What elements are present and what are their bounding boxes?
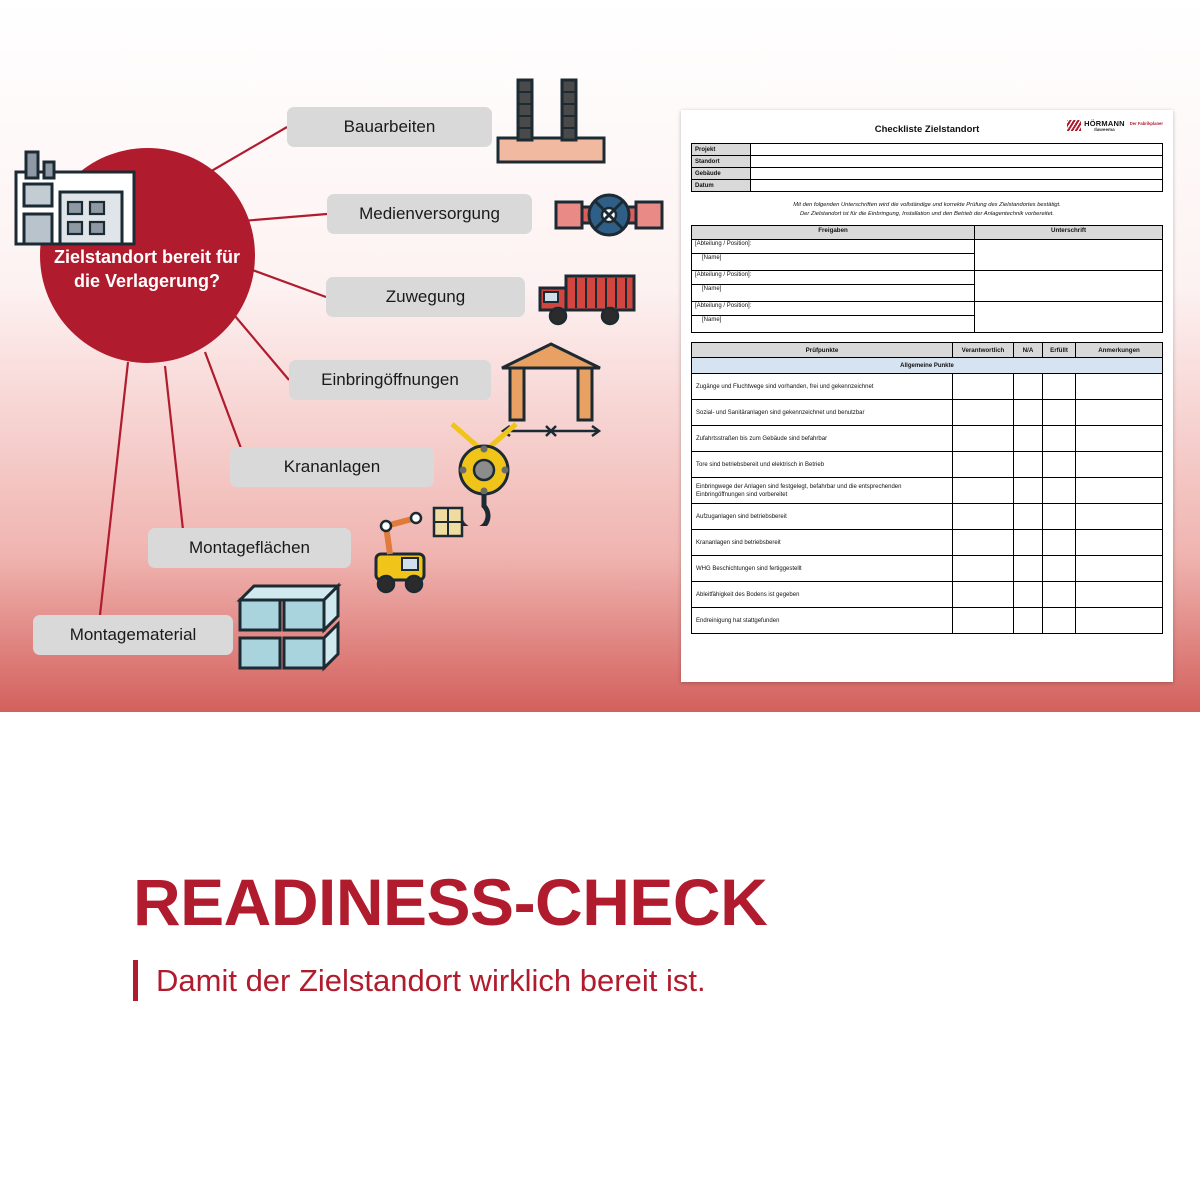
field-key: Datum bbox=[692, 180, 751, 192]
signature-cell[interactable] bbox=[975, 271, 1163, 302]
checkpoint-notes[interactable] bbox=[1076, 400, 1163, 426]
node-label: Einbringöffnungen bbox=[321, 370, 459, 389]
logo-sub: Ilaweema bbox=[1094, 126, 1115, 132]
table-row bbox=[692, 240, 1163, 254]
checkpoint-responsible[interactable] bbox=[953, 556, 1014, 582]
page-title: READINESS-CHECK bbox=[133, 865, 768, 939]
checkpoint-fulfilled[interactable] bbox=[1043, 556, 1076, 582]
logo-mark-icon bbox=[1067, 120, 1081, 131]
node-label: Zuwegung bbox=[385, 287, 466, 306]
subtitle-block bbox=[133, 960, 706, 1001]
checkpoint-na[interactable] bbox=[1014, 608, 1043, 634]
checkpoint-fulfilled[interactable] bbox=[1043, 582, 1076, 608]
checkpoint-na[interactable] bbox=[1014, 530, 1043, 556]
checkpoint-notes[interactable] bbox=[1076, 504, 1163, 530]
mindmap bbox=[0, 0, 680, 712]
checkpoint-text: WHG Beschichtungen sind fertiggestellt bbox=[692, 556, 953, 582]
logo-claim: Der Fabrikplaner bbox=[1129, 121, 1163, 126]
header-fields-table bbox=[691, 143, 1163, 192]
accent-bar bbox=[133, 960, 138, 1001]
checkpoint-notes[interactable] bbox=[1076, 582, 1163, 608]
field-key: Standort bbox=[692, 156, 751, 168]
checkpoint-fulfilled[interactable] bbox=[1043, 504, 1076, 530]
checkpoint-na[interactable] bbox=[1014, 400, 1043, 426]
truck-icon bbox=[536, 268, 640, 330]
node-label: Montagematerial bbox=[69, 625, 197, 644]
checkpoint-na[interactable] bbox=[1014, 478, 1043, 504]
table-row bbox=[692, 374, 1163, 400]
checkpoint-text: Sozial- und Sanitäranlagen sind gekennzeichnet und benutzbar bbox=[692, 400, 953, 426]
bottom-section bbox=[0, 712, 1200, 1200]
signature-cell[interactable] bbox=[975, 302, 1163, 333]
sign-role: [Abteilung / Position]: bbox=[692, 240, 975, 254]
checkpoint-fulfilled[interactable] bbox=[1043, 608, 1076, 634]
checkpoint-na[interactable] bbox=[1014, 374, 1043, 400]
table-row bbox=[692, 156, 1163, 168]
checkpoint-fulfilled[interactable] bbox=[1043, 452, 1076, 478]
section-label: Allgemeine Punkte bbox=[692, 358, 1163, 374]
mindmap-node-bauarbeiten[interactable] bbox=[287, 107, 492, 147]
node-label: Krananlagen bbox=[283, 457, 381, 476]
section-row bbox=[692, 358, 1163, 374]
table-row bbox=[692, 530, 1163, 556]
checkpoint-na[interactable] bbox=[1014, 556, 1043, 582]
checkpoints-table bbox=[691, 342, 1163, 634]
checkpoint-responsible[interactable] bbox=[953, 608, 1014, 634]
checkpoint-notes[interactable] bbox=[1076, 452, 1163, 478]
sign-name[interactable]: [Name] bbox=[692, 285, 975, 302]
table-row bbox=[692, 556, 1163, 582]
table-row bbox=[692, 302, 1163, 316]
assembly-robot-icon bbox=[356, 500, 466, 596]
mindmap-node-montagematerial[interactable] bbox=[33, 615, 233, 655]
checkpoint-text: Zugänge und Fluchtwege sind vorhanden, frei und gekennzeichnet bbox=[692, 374, 953, 400]
table-header-row bbox=[692, 226, 1163, 240]
checkpoint-text: Ableitfähigkeit des Bodens ist gegeben bbox=[692, 582, 953, 608]
checkpoint-notes[interactable] bbox=[1076, 426, 1163, 452]
sign-name[interactable]: [Name] bbox=[692, 254, 975, 271]
mindmap-node-montageflaechen[interactable] bbox=[148, 528, 351, 568]
table-row bbox=[692, 426, 1163, 452]
checkpoint-fulfilled[interactable] bbox=[1043, 530, 1076, 556]
table-row bbox=[692, 452, 1163, 478]
checkpoint-responsible[interactable] bbox=[953, 452, 1014, 478]
table-header-row bbox=[692, 343, 1163, 358]
sign-name[interactable]: [Name] bbox=[692, 316, 975, 333]
statement-line-1: Mit den folgenden Unterschriften wird die vollständige und korrekte Prüfung des Zielstandortes bestätigt. bbox=[793, 202, 1061, 208]
node-label: Bauarbeiten bbox=[343, 117, 436, 136]
company-logo bbox=[1067, 120, 1163, 133]
field-key: Projekt bbox=[692, 144, 751, 156]
checkpoint-na[interactable] bbox=[1014, 426, 1043, 452]
mindmap-node-krananlagen[interactable] bbox=[230, 447, 434, 487]
field-value[interactable] bbox=[751, 156, 1163, 168]
table-row bbox=[692, 504, 1163, 530]
checkpoint-responsible[interactable] bbox=[953, 426, 1014, 452]
table-row bbox=[692, 180, 1163, 192]
node-label: Medienversorgung bbox=[359, 204, 500, 223]
col-anmerkungen: Anmerkungen bbox=[1076, 343, 1163, 358]
col-pruefpunkte: Prüfpunkte bbox=[692, 343, 953, 358]
checkpoint-responsible[interactable] bbox=[953, 478, 1014, 504]
field-value[interactable] bbox=[751, 168, 1163, 180]
checkpoint-na[interactable] bbox=[1014, 582, 1043, 608]
checkpoint-text: Endreinigung hat stattgefunden bbox=[692, 608, 953, 634]
mindmap-node-zuwegung[interactable] bbox=[326, 277, 525, 317]
confirmation-statement bbox=[691, 192, 1163, 225]
col-freigaben: Freigaben bbox=[692, 226, 975, 240]
checkpoint-responsible[interactable] bbox=[953, 582, 1014, 608]
checkpoint-responsible[interactable] bbox=[953, 374, 1014, 400]
checkpoint-fulfilled[interactable] bbox=[1043, 374, 1076, 400]
checkpoint-notes[interactable] bbox=[1076, 530, 1163, 556]
checkpoint-responsible[interactable] bbox=[953, 530, 1014, 556]
mindmap-node-einbringoeffnungen[interactable] bbox=[289, 360, 491, 400]
field-key: Gebäude bbox=[692, 168, 751, 180]
factory-icon bbox=[14, 140, 138, 250]
checkpoint-na[interactable] bbox=[1014, 452, 1043, 478]
col-na: N/A bbox=[1014, 343, 1043, 358]
signature-cell[interactable] bbox=[975, 240, 1163, 271]
pipe-valve-icon bbox=[554, 180, 664, 250]
checkpoint-notes[interactable] bbox=[1076, 478, 1163, 504]
checkpoint-text: Aufzuganlagen sind betriebsbereit bbox=[692, 504, 953, 530]
col-unterschrift: Unterschrift bbox=[975, 226, 1163, 240]
col-verantwortlich: Verantwortlich bbox=[953, 343, 1014, 358]
table-row bbox=[692, 582, 1163, 608]
checkpoint-text: Zufahrtsstraßen bis zum Gebäude sind befahrbar bbox=[692, 426, 953, 452]
col-erfuellt: Erfüllt bbox=[1043, 343, 1076, 358]
material-blocks-icon bbox=[230, 578, 358, 690]
construction-piles-icon bbox=[492, 74, 610, 166]
hub-label: Zielstandort bereit für die Verlagerung? bbox=[53, 247, 241, 291]
field-value[interactable] bbox=[751, 180, 1163, 192]
approvals-table bbox=[691, 225, 1163, 333]
table-row bbox=[692, 144, 1163, 156]
checkpoint-notes[interactable] bbox=[1076, 556, 1163, 582]
field-value[interactable] bbox=[751, 144, 1163, 156]
checkpoint-text: Krananlagen sind betriebsbereit bbox=[692, 530, 953, 556]
logo-name: HÖRMANN bbox=[1084, 119, 1125, 128]
document-title: Checkliste Zielstandort bbox=[874, 124, 980, 135]
checkpoint-notes[interactable] bbox=[1076, 374, 1163, 400]
statement-line-2: Der Zielstandort ist für die Einbringung, Installation und den Betrieb der Anlagentechnik vorbereitet. bbox=[799, 210, 1055, 217]
checkpoint-text: Einbringwege der Anlagen sind festgelegt, befahrbar und die entsprechenden Einbringöffnungen sind vorbereitet bbox=[692, 478, 953, 504]
mindmap-node-medienversorgung[interactable] bbox=[327, 194, 532, 234]
node-label: Montageflächen bbox=[189, 538, 310, 557]
checkpoint-fulfilled[interactable] bbox=[1043, 478, 1076, 504]
page-subtitle: Damit der Zielstandort wirklich bereit ist. bbox=[156, 963, 706, 998]
document-title-row bbox=[691, 118, 1163, 143]
table-row bbox=[692, 478, 1163, 504]
checkpoint-responsible[interactable] bbox=[953, 400, 1014, 426]
table-row bbox=[692, 168, 1163, 180]
sign-role: [Abteilung / Position]: bbox=[692, 271, 975, 285]
checkpoint-na[interactable] bbox=[1014, 504, 1043, 530]
checklist-document bbox=[681, 110, 1173, 682]
table-row bbox=[692, 400, 1163, 426]
checkpoint-responsible[interactable] bbox=[953, 504, 1014, 530]
table-row bbox=[692, 271, 1163, 285]
checkpoint-fulfilled[interactable] bbox=[1043, 400, 1076, 426]
sign-role: [Abteilung / Position]: bbox=[692, 302, 975, 316]
checkpoint-fulfilled[interactable] bbox=[1043, 426, 1076, 452]
checkpoint-notes[interactable] bbox=[1076, 608, 1163, 634]
checkpoint-text: Tore sind betriebsbereit und elektrisch in Betrieb bbox=[692, 452, 953, 478]
table-row bbox=[692, 608, 1163, 634]
